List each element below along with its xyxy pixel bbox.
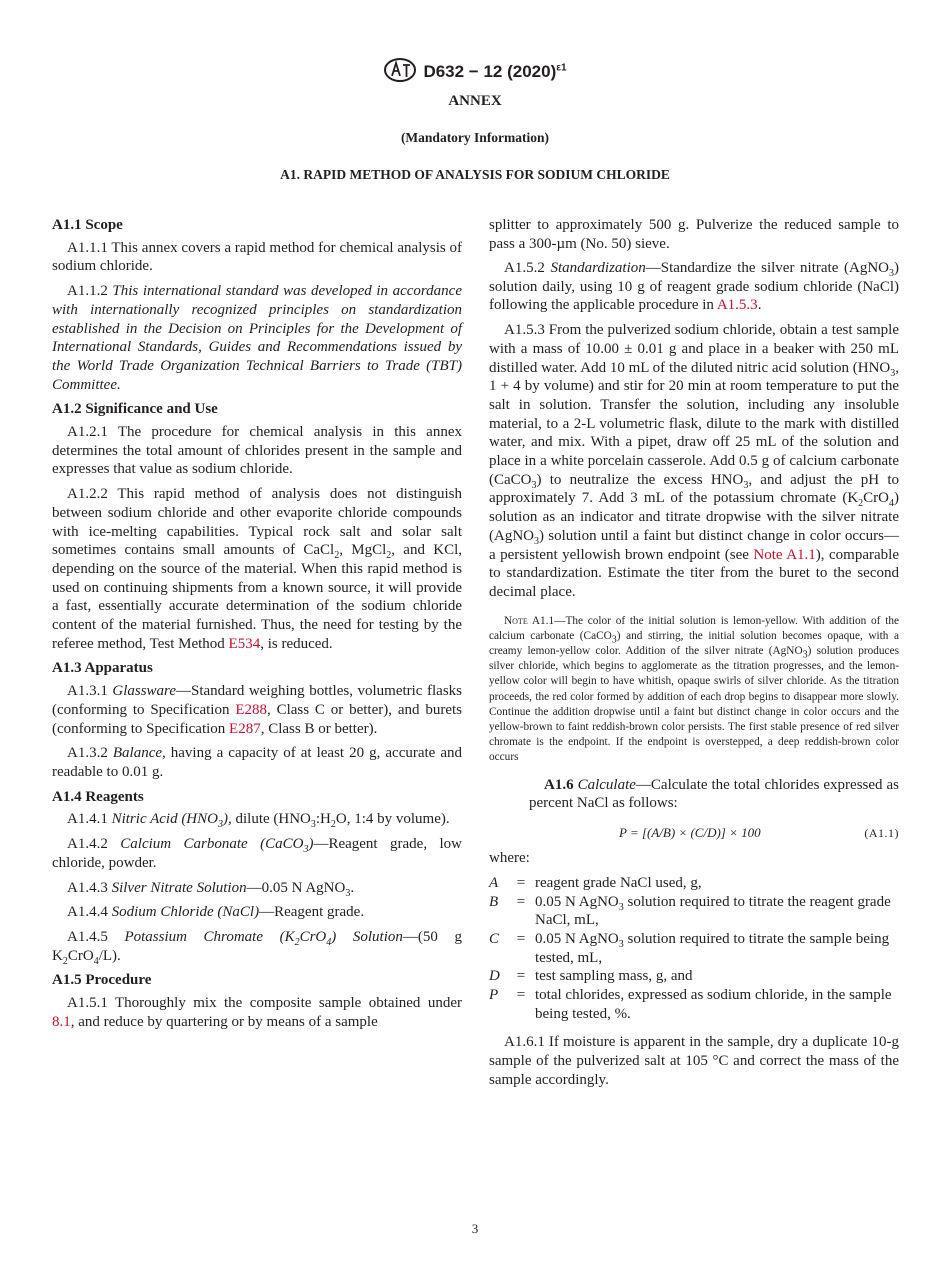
link-e287[interactable]: E287	[229, 720, 261, 737]
link-note-a1-1[interactable]: Note A1.1	[753, 546, 816, 563]
link-a1-5-3[interactable]: A1.5.3	[716, 297, 758, 314]
note-a1-1: Note A1.1—The color of the initial solution is lemon-yellow. With addition of the calcium carbonate (CaCO$_3$) and stirring, the initial solution becomes opaque, with a creamy lemon-yellow color. Addition of the silver nitrate (AgNO$_3$) solution produces silver chloride, which begins to agglomerate as the titration progresses, and the lemon-yellow color will begin to have whitish, opaque swirls of silver chloride. As the titration proceeds, the red color formed by addition of each drop begins to disappear more slowly. Continue the addition dropwise until a faint but distinct change in color occurs and the yellow-brown to faint reddish-brown color persists. The first stable presence of red silver chromate is the endpoint. If the endpoint is overstepped, a deep reddish-brown color occurs	[489, 614, 900, 764]
definition-a: A = reagent grade NaCl used, g,	[489, 874, 702, 891]
section-title: A1. RAPID METHOD OF ANALYSIS FOR SODIUM CHLORIDE	[280, 167, 670, 182]
significance-para-2: A1.2.2 This rapid method of analysis does not distinguish between sodium chloride and other evaporite chloride compounds with ice-melting capabilities. Typical rock salt and solar salt sometimes contains small amounts of CaCl$_2$, MgCl$_2$, and KCl, depending on the source of the material. When this rapid method is used on continuing shipments from a known source, it will provide a fast, essentially accurate determination of the sodium chloride content of the material furnished. Thus, the need for testing by the referee method, Test Method E534, is reduced.	[52, 486, 462, 652]
reagent-4: A1.4.4 Sodium Chloride (NaCl)—Reagent grade.	[67, 904, 365, 921]
definition-b: B = 0.05 N AgNO$_3$ solution required to titrate the reagent grade NaCl, mL,	[489, 893, 891, 929]
astm-logo-icon	[383, 57, 417, 88]
reagent-2: A1.4.2 Calcium Carbonate (CaCO$_3$)—Reagent grade, low chloride, powder.	[52, 836, 462, 871]
epsilon-mark: ε1	[556, 62, 567, 74]
definition-p: P = total chlorides, expressed as sodium chloride, in the sample being tested, %.	[489, 987, 892, 1022]
reagent-5: A1.4.5 Potassium Chromate $(K_2CrO_4)$ Solution—(50 g $K_2CrO_4/L$).	[52, 928, 462, 967]
procedure-para-1-continued	[489, 216, 899, 253]
scope-para-1: A1.1.1 This annex covers a rapid method for chemical analysis of sodium chloride.	[52, 239, 462, 275]
right-column	[489, 216, 899, 1096]
scope-heading: A1.1 Scope	[52, 217, 123, 233]
document-designation	[0, 57, 950, 88]
mandatory-info-label: (Mandatory Information)	[400, 130, 550, 145]
page-number: 3	[471, 1221, 479, 1236]
reagent-1: A1.4.1 Nitric Acid $(HNO_3)$, dilute ($HNO_3:H_2O$, 1:4 by volume).	[67, 811, 450, 831]
variable-definitions	[489, 874, 899, 1024]
calculate-para-1: A1.6.1 If moisture is apparent in the sample, dry a duplicate 10-g sample of the pulverized salt at 105 °C and correct the mass of the sample accordingly.	[489, 1034, 899, 1088]
where-label: where:	[489, 850, 530, 867]
procedure-para-1: A1.5.1 Thoroughly mix the composite sample obtained under 8.1, and reduce by quartering or by means of a sample	[52, 995, 462, 1030]
definition-c: C = 0.05 N AgNO$_3$ solution required to titrate the sample being tested, mL,	[489, 930, 890, 966]
calculate-para: A1.6 Calculate—Calculate the total chlorides expressed as percent NaCl as follows:	[529, 776, 900, 812]
link-e288[interactable]: E288	[235, 701, 267, 718]
equation-a1-1	[489, 819, 899, 849]
definition-d: D = test sampling mass, g, and	[489, 968, 693, 985]
procedure-para-1-tail: splitter to approximately 500 g. Pulverize the reduced sample to pass a 300-µm (No. 50) sieve.	[489, 217, 899, 252]
procedure-heading: A1.5 Procedure	[52, 972, 152, 989]
equation-number: (A1.1)	[864, 826, 899, 841]
scope-para-2: A1.1.2 This international standard was developed in accordance with internationally recognized principles on standardization established in the Decision on Principles for the Development of International Standards, Guides and Recommendations issued by the World Trade Organization Technical Barriers to Trade (TBT) Committee.	[52, 283, 462, 393]
significance-para-1: A1.2.1 The procedure for chemical analysis in this annex determines the total amount of chlorides present in the sample and expresses that value as sodium chloride.	[52, 424, 462, 478]
reagent-3: A1.4.3 Silver Nitrate Solution—0.05 N AgNO$_3$.	[67, 879, 355, 899]
annex-heading: ANNEX	[448, 93, 502, 109]
designation-text: D632 − 12 (2020)	[423, 61, 557, 81]
reagents-heading: A1.4 Reagents	[52, 788, 144, 805]
left-column	[52, 216, 462, 1037]
procedure-para-2: A1.5.2 Standardization—Standardize the silver nitrate (AgNO$_3$) solution daily, using 10 g of reagent grade sodium chloride (NaCl) following the applicable procedure in A1.5.3.	[489, 260, 899, 314]
formula: P = [(A/B) × (C/D)] × 100	[619, 825, 761, 841]
link-e534[interactable]: E534	[228, 635, 261, 652]
significance-heading: A1.2 Significance and Use	[52, 401, 218, 418]
apparatus-para-2: A1.3.2 Balance, having a capacity of at least 20 g, accurate and readable to 0.01 g.	[52, 745, 462, 780]
link-8-1[interactable]: 8.1	[52, 1013, 71, 1030]
apparatus-heading: A1.3 Apparatus	[52, 660, 153, 677]
procedure-para-3: A1.5.3 From the pulverized sodium chloride, obtain a test sample with a mass of 10.00 ± 0.01 g and place in a beaker with 250 mL distilled water. Add 10 mL of the diluted nitric acid solution ($HNO_3$, 1 + 4 by volume) and stir for 20 min at room temperature to put the salt in solution. Transfer the solution, including any insoluble material, to a 2-L volumetric flask, dilute to the mark with distilled water, and mix. With a pipet, draw off 25 mL of the solution and place in a white porcelain casserole. Add 0.5 g of calcium carbonate (CaCO$_3$) to neutralize the excess $HNO_3$, and adjust the pH to approximately 7. Add 3 mL of the potassium chromate $(K_2CrO_4)$ solution as an indicator and titrate dropwise with the silver nitrate (AgNO$_3$) solution until a faint but distinct change in color occurs—a persistent yellowish brown endpoint (see Note A1.1), comparable to standardization. Estimate the titer from the buret to the second decimal place.	[489, 322, 899, 600]
apparatus-para-1: A1.3.1 Glassware—Standard weighing bottles, volumetric flasks (conforming to Specification E288, Class C or better), and burets (conforming to Specification E287, Class B or better).	[52, 683, 462, 737]
